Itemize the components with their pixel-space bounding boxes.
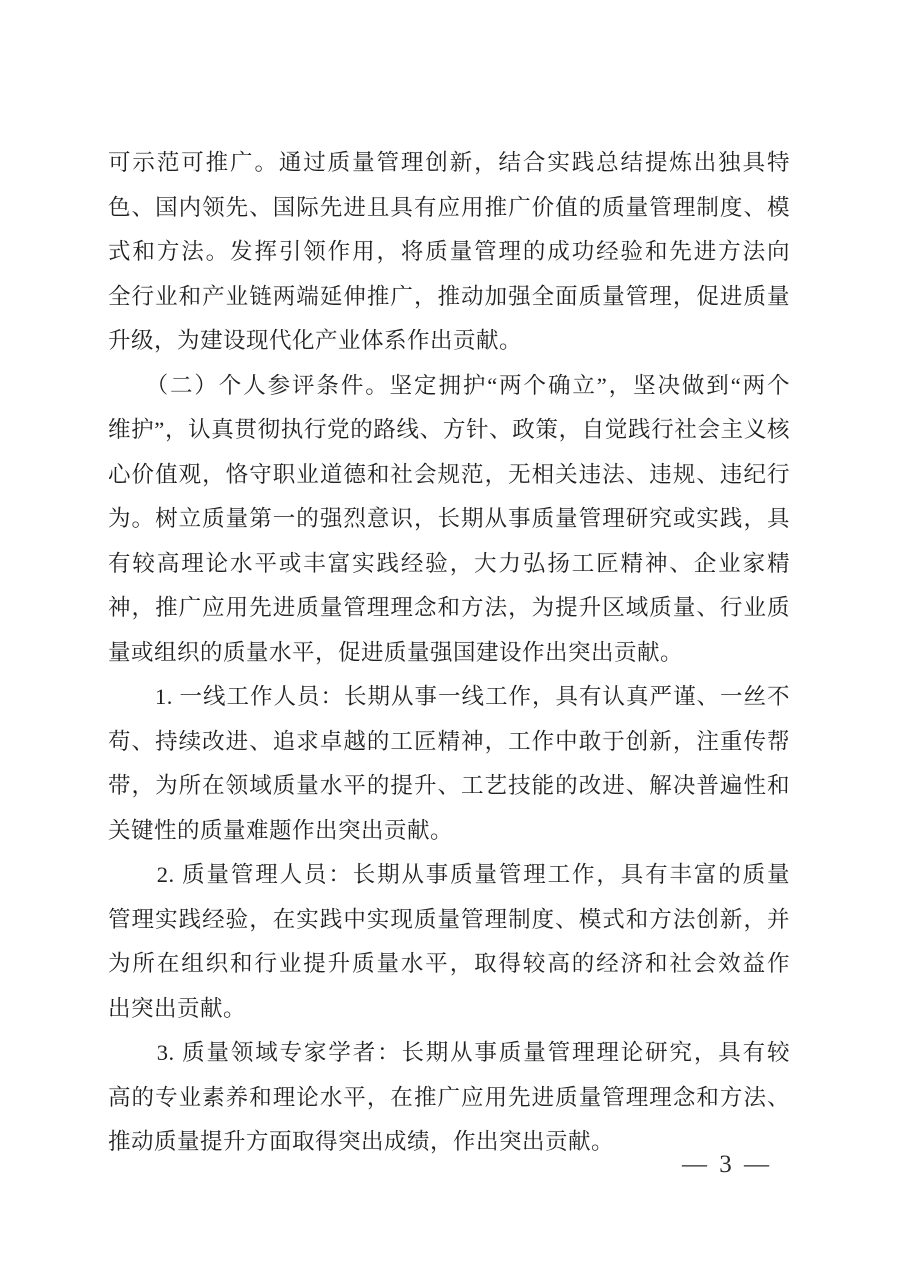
text-line: 升级，为建设现代化产业体系作出贡献。	[108, 328, 523, 353]
text-line: 全行业和产业链两端延伸推广，推动加强全面质量管理，促进质量	[108, 283, 790, 309]
text-line: 关键性的质量难题作出突出贡献。	[108, 817, 454, 843]
text-line: 可示范可推广。通过质量管理创新，结合实践总结提炼出独具特	[108, 150, 790, 175]
text-line: 维护”，认真贯彻执行党的路线、方针、政策，自觉践行社会主义核	[108, 417, 790, 442]
text-line: 1. 一线工作人员：长期从事一线工作，具有认真严谨、一丝不	[108, 684, 790, 709]
text-line: 色、国内领先、国际先进且具有应用推广价值的质量管理制度、模	[108, 194, 790, 220]
text-line: 推动质量提升方面取得突出成绩，作出突出贡献。	[108, 1129, 615, 1154]
text-line: 量或组织的质量水平，促进质量强国建设作出突出贡献。	[108, 639, 684, 665]
text-line: 心价值观，恪守职业道德和社会规范，无相关违法、违规、违纪行	[108, 461, 790, 487]
text-line: 管理实践经验，在实践中实现质量管理制度、模式和方法创新，并	[108, 906, 790, 932]
text-line: 为所在组织和行业提升质量水平，取得较高的经济和社会效益作	[108, 951, 790, 976]
text-line: 2. 质量管理人员：长期从事质量管理工作，具有丰富的质量	[108, 862, 790, 887]
paragraph-continuation	[108, 141, 790, 364]
paragraph-item-3-experts-scholars	[108, 1031, 790, 1165]
text-line: 带，为所在领域质量水平的提升、工艺技能的改进、解决普遍性和	[108, 773, 790, 798]
paragraph-section-2-individual-criteria	[108, 364, 790, 676]
document-body	[108, 141, 790, 1165]
text-line: 为。树立质量第一的强烈意识，长期从事质量管理研究或实践，具	[108, 506, 790, 531]
text-line: （二）个人参评条件。坚定拥护“两个确立”，坚决做到“两个	[108, 372, 790, 398]
text-line: 神，推广应用先进质量管理理念和方法，为提升区域质量、行业质	[108, 595, 790, 620]
text-line: 3. 质量领域专家学者：长期从事质量管理理论研究，具有较	[108, 1040, 790, 1065]
text-line: 出突出贡献。	[108, 995, 247, 1021]
paragraph-item-1-frontline-workers	[108, 675, 790, 853]
text-line: 有较高理论水平或丰富实践经验，大力弘扬工匠精神、企业家精	[108, 550, 790, 576]
paragraph-item-2-quality-managers	[108, 853, 790, 1031]
text-line: 式和方法。发挥引领作用，将质量管理的成功经验和先进方法向	[108, 239, 790, 264]
page-number: — 3 —	[682, 1151, 772, 1178]
text-line: 高的专业素养和理论水平，在推广应用先进质量管理理念和方法、	[108, 1084, 790, 1110]
text-line: 苟、持续改进、追求卓越的工匠精神，工作中敢于创新，注重传帮	[108, 728, 790, 754]
